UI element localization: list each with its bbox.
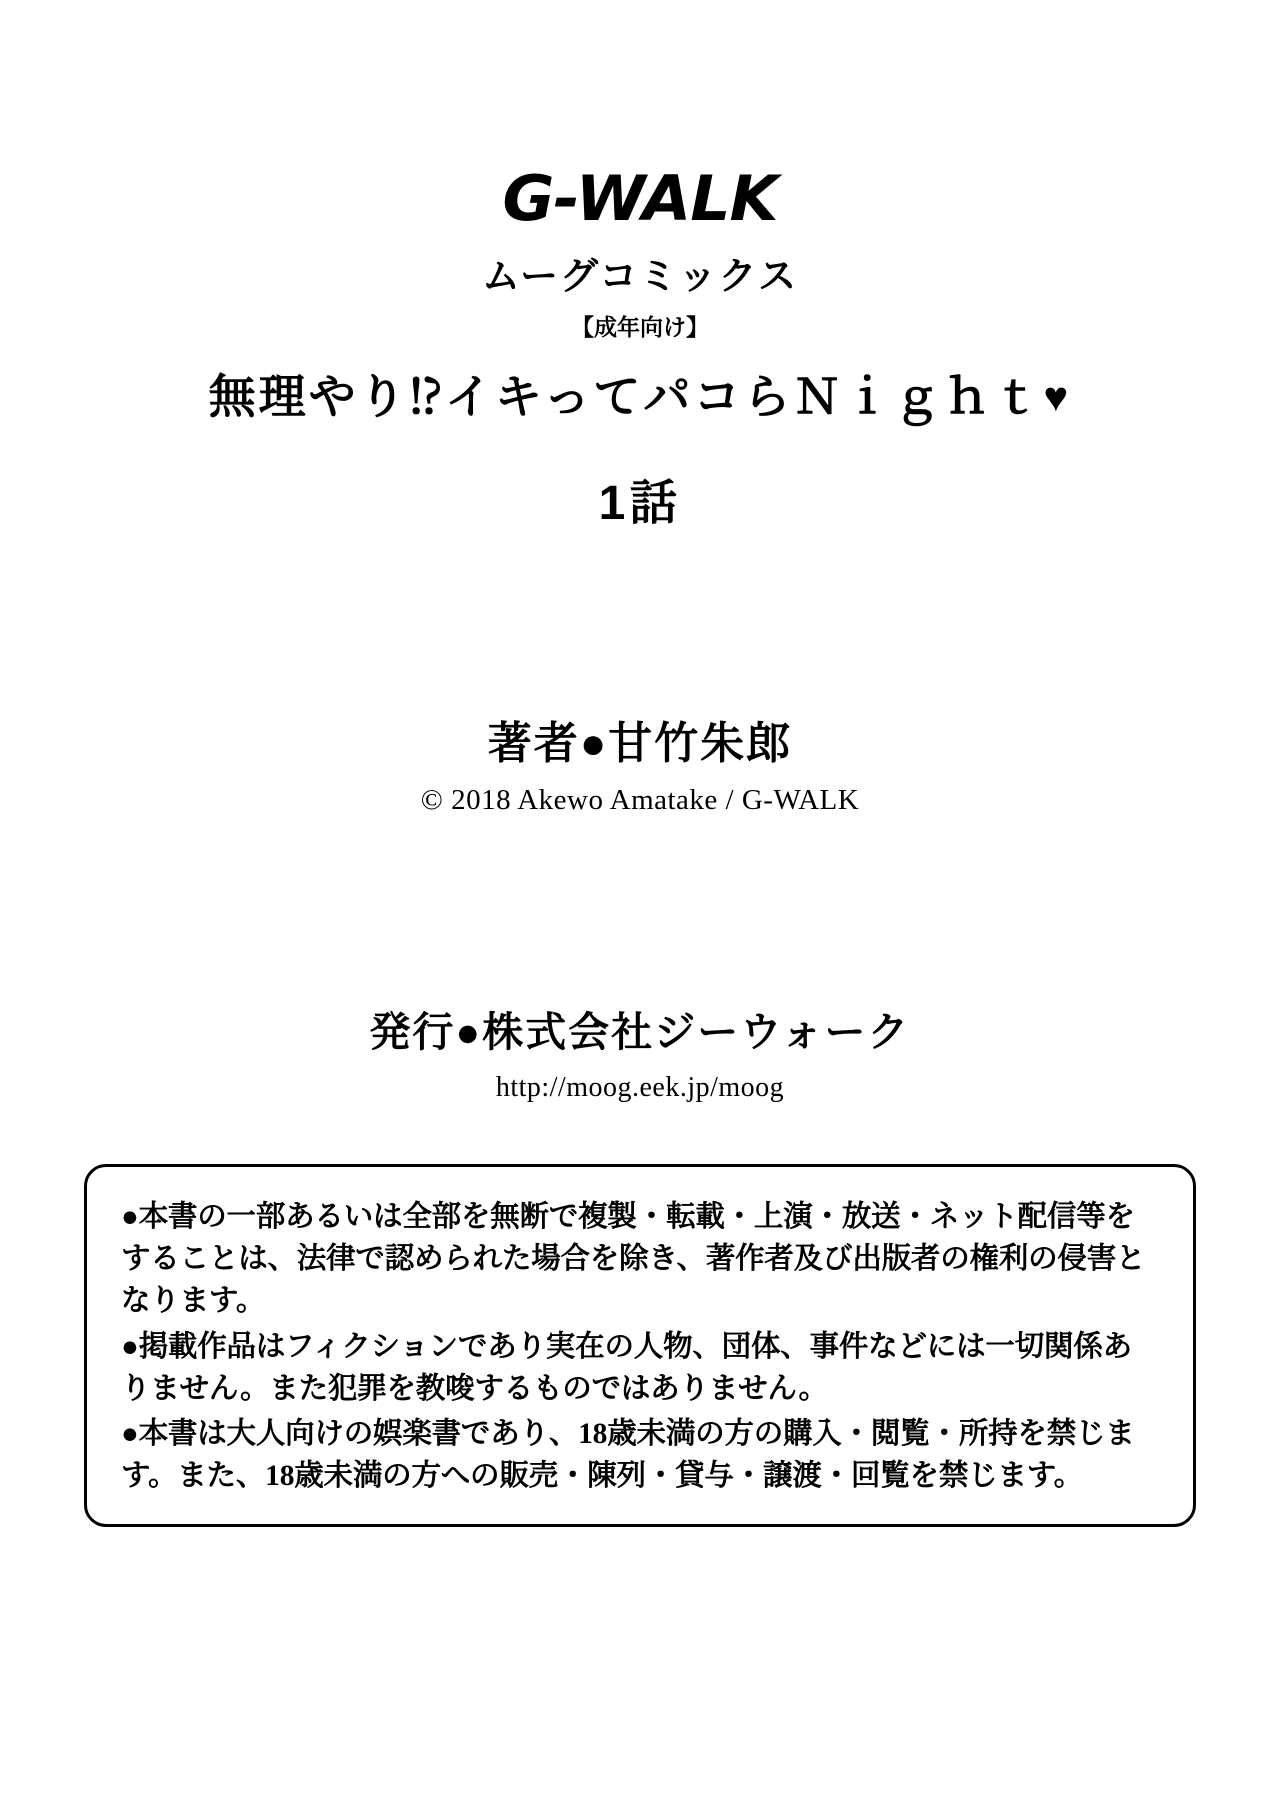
legal-notice-paragraph: ●本書の一部あるいは全部を無断で複製・転載・上演・放送・ネット配信等をすることは、法律で認められた場合を除き、著作者及び出版者の権利の侵害となります。 (121, 1201, 1146, 1317)
legal-notice-paragraph: ●掲載作品はフィクションであり実在の人物、団体、事件などには一切関係ありません。また犯罪を教唆するものではありません。 (121, 1330, 1132, 1405)
publisher-url: http://moog.eek.jp/moog (495, 1072, 785, 1103)
legal-notice-box (84, 1164, 1196, 1527)
imprint-name: ムーグコミックス (481, 256, 799, 298)
author-credit: 著者●甘竹朱郎 (487, 719, 793, 768)
heart-icon: ♥ (1043, 373, 1072, 420)
publisher-logo: G-WALK (502, 162, 778, 235)
legal-notice-paragraph: ●本書は大人向けの娯楽書であり、18歳未満の方の購入・閲覧・所持を禁じます。また、18歳未満の方への販売・陳列・貸与・譲渡・回覧を禁じます。 (121, 1418, 1135, 1493)
copyright-line: © 2018 Akewo Amatake / G-WALK (420, 784, 860, 816)
publisher-credit: 発行●株式会社ジーウォーク (369, 1009, 911, 1055)
chapter-label: 1話 (598, 477, 682, 530)
adult-rating-label: 【成年向け】 (571, 314, 709, 340)
work-title (0, 370, 1280, 424)
work-title-text: 無理やり⁉イキってパコらＮｉｇｈｔ (208, 370, 1044, 423)
